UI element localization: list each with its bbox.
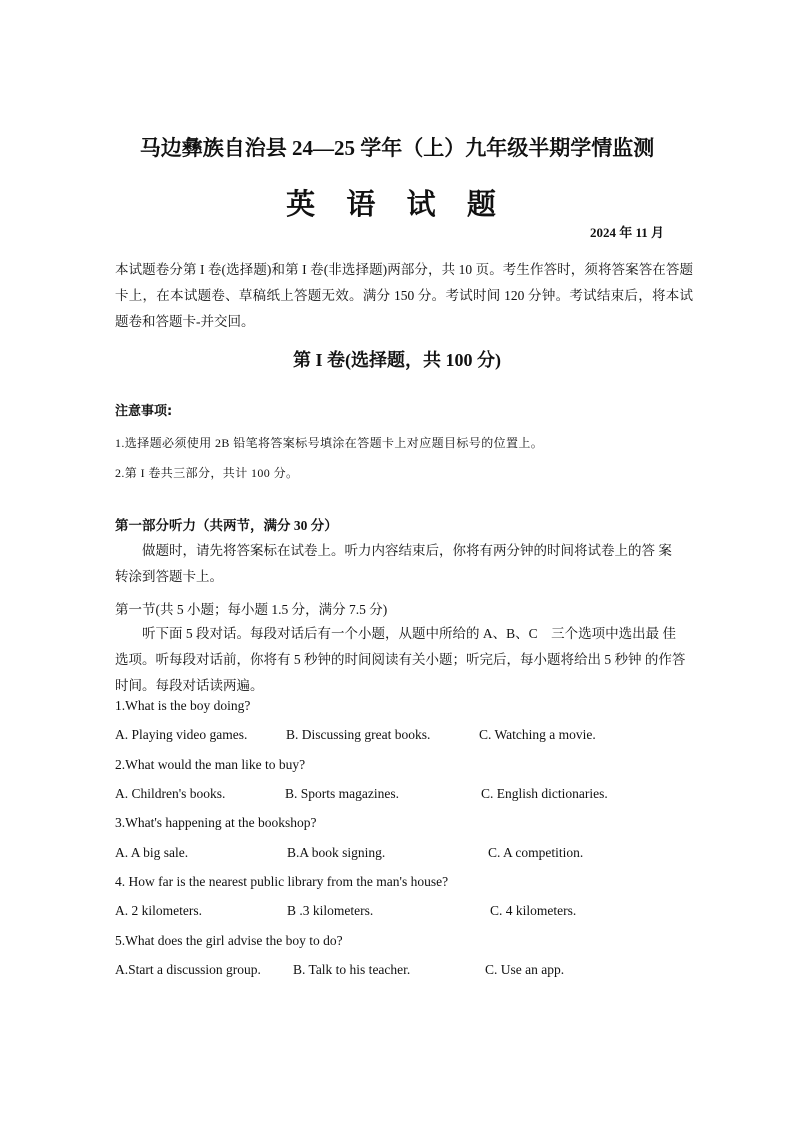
notice-label: 注意事项:	[115, 404, 173, 419]
question-5: 5.What does the girl advise the boy to do?	[115, 933, 343, 948]
question-2-option-c: C. English dictionaries.	[481, 786, 608, 801]
part-1-instruction: 做题时，请先将答案标在试卷上。听力内容结束后，你将有两分钟的时间将试卷上的答 案转涂到答题卡上。	[115, 543, 672, 584]
question-1-option-c: C. Watching a movie.	[479, 727, 596, 742]
subsection-1-title: 第一节(共 5 小题；每小题 1.5 分，满分 7.5 分)	[115, 602, 388, 617]
question-5-option-b: B. Talk to his teacher.	[293, 962, 411, 977]
question-5-option-a: A.Start a discussion group.	[115, 962, 261, 977]
part-1-title: 第一部分听力（共两节，满分 30 分）	[115, 518, 338, 533]
question-4-option-c: C. 4 kilometers.	[490, 903, 577, 918]
notice-item-2: 2.第 I 卷共三部分，共计 100 分。	[115, 466, 299, 480]
exam-title: 马边彝族自治县 24—25 学年（上）九年级半期学情监测	[139, 136, 655, 160]
question-1: 1.What is the boy doing?	[115, 698, 251, 713]
question-3: 3.What's happening at the bookshop?	[115, 815, 317, 830]
question-5-option-c: C. Use an app.	[485, 962, 565, 977]
question-3-option-a: A. A big sale.	[115, 845, 189, 860]
subsection-1-instruction: 听下面 5 段对话。每段对话后有一个小题，从题中所给的 A、B、C 三个选项中选出最 佳选项。听每段对话前，你将有 5 秒钟的时间阅读有关小题；听完后，每小题将给出 5 秒钟 的作答时间。每段对话读两遍。	[115, 626, 686, 693]
exam-intro-paragraph: 本试题卷分第 I 卷(选择题)和第 I 卷(非选择题)两部分，共 10 页。考生作答时，须将答案答在答题卡上，在本试题卷、草稿纸上答题无效。满分 150 分。考试时间 120 分钟。考试结束后，将本试题卷和答题卡-并交回。	[115, 262, 693, 329]
question-1-option-a: A. Playing video games.	[115, 727, 248, 742]
question-3-option-c: C. A competition.	[488, 845, 584, 860]
question-4-option-a: A. 2 kilometers.	[115, 903, 202, 918]
question-2: 2.What would the man like to buy?	[115, 757, 306, 772]
question-1-option-b: B. Discussing great books.	[286, 727, 431, 742]
question-4: 4. How far is the nearest public library from the man's house?	[115, 874, 449, 889]
exam-date: 2024 年 11 月	[590, 225, 665, 240]
question-2-option-a: A. Children's books.	[115, 786, 226, 801]
question-3-option-b: B.A book signing.	[287, 845, 386, 860]
exam-subject-title: 英 语 试 题	[286, 189, 508, 221]
question-4-option-b: B .3 kilometers.	[287, 903, 374, 918]
section-1-title: 第 I 卷(选择题，共 100 分)	[293, 350, 501, 370]
question-2-option-b: B. Sports magazines.	[285, 786, 399, 801]
notice-item-1: 1.选择题必须使用 2B 铅笔将答案标号填涂在答题卡上对应题目标号的位置上。	[115, 436, 544, 450]
